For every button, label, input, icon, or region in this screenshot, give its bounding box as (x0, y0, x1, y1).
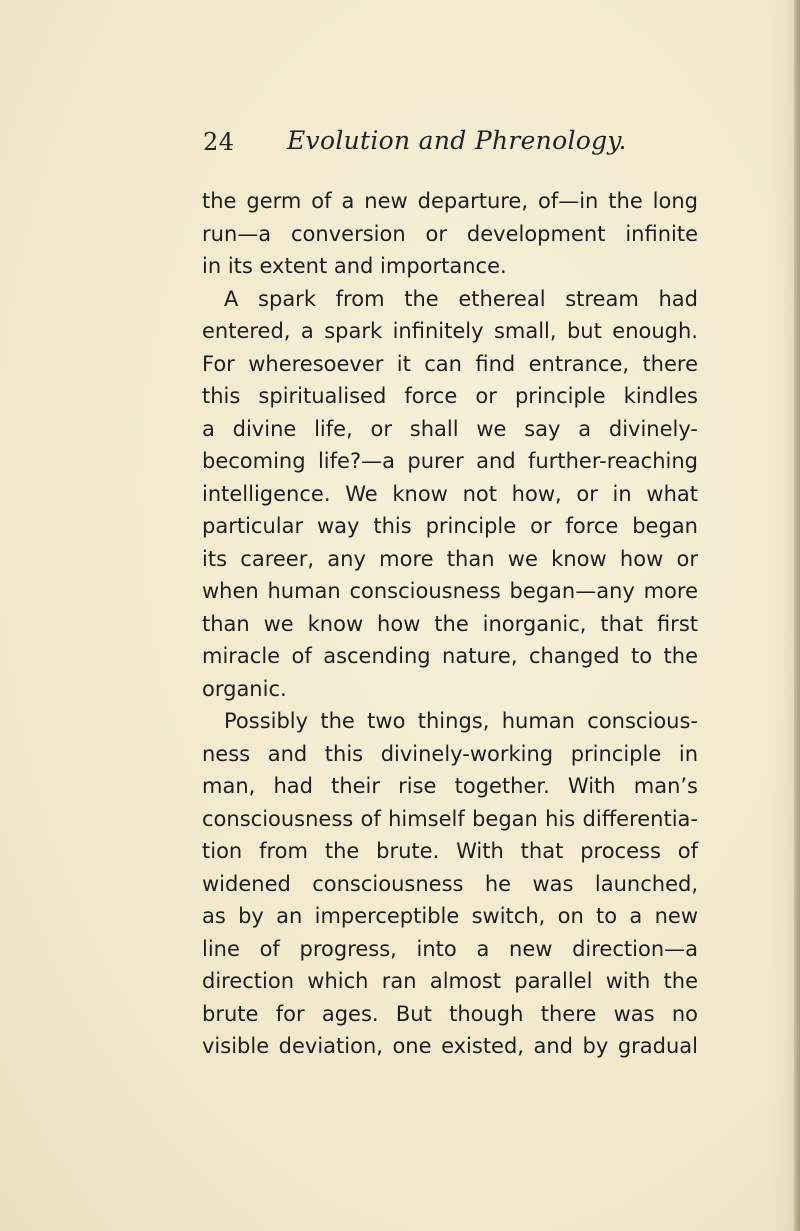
text-line: its career, any more than we know how or (202, 546, 698, 571)
running-title: Evolution and Phrenology. (287, 126, 627, 155)
text-line: run—a conversion or development infinite (202, 221, 698, 246)
text-line: a divine life, or shall we say a divinely- (202, 416, 698, 441)
body-text (202, 185, 698, 1063)
text-line: Possibly the two things, human conscious- (224, 709, 698, 733)
text-line: widened consciousness he was launched, (202, 871, 698, 896)
text-line: the germ of a new departure, of—in the long (202, 189, 698, 213)
text-line: in its extent and importance. (202, 254, 507, 278)
text-line: A spark from the ethereal stream had (224, 286, 698, 311)
text-line: direction which ran almost parallel with the (202, 969, 698, 993)
text-line: man, had their rise together. With man’s (202, 774, 698, 798)
text-line: than we know how the inorganic, that first (202, 611, 698, 636)
text-line: consciousness of himself began his differentia- (202, 806, 698, 831)
text-line: intelligence. We know not how, or in what (202, 481, 698, 506)
text-line: entered, a spark infinitely small, but enough. (202, 319, 698, 343)
text-line: becoming life?—a purer and further-reaching (202, 449, 698, 473)
text-line: when human consciousness began—any more (202, 579, 698, 603)
text-line: tion from the brute. With that process of (202, 839, 698, 863)
text-line: brute for ages. But though there was no (202, 1001, 698, 1026)
text-line: For wheresoever it can find entrance, there (202, 351, 698, 376)
page-number: 24 (203, 128, 235, 156)
text-line: as by an imperceptible switch, on to a new (202, 904, 698, 928)
text-line: organic. (202, 676, 287, 701)
text-line: particular way this principle or force began (202, 514, 698, 538)
text-line: ness and this divinely-working principle in (202, 741, 698, 766)
text-line: line of progress, into a new direction—a (202, 936, 698, 961)
text-line: this spiritualised force or principle kindles (202, 384, 698, 408)
page-edge (794, 0, 800, 1231)
text-line: miracle of ascending nature, changed to the (202, 644, 698, 668)
text-line: visible deviation, one existed, and by gradual (202, 1034, 698, 1058)
page-header (0, 128, 800, 168)
